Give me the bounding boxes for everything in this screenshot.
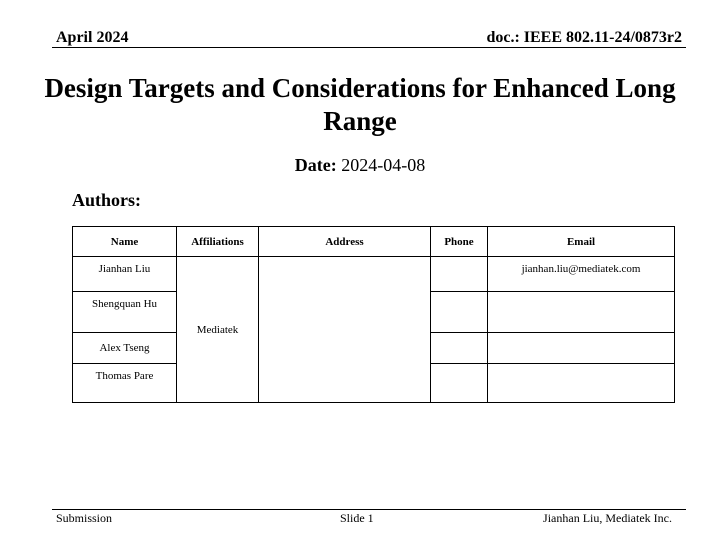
table-row [73, 257, 675, 292]
footer-submission: Submission [56, 511, 113, 525]
header-date: April 2024 [56, 29, 129, 46]
author-email: jianhan.liu@mediatek.com [488, 257, 675, 292]
header-divider [52, 47, 686, 48]
author-name: Shengquan Hu [73, 292, 177, 333]
author-phone [431, 257, 488, 292]
author-phone [431, 333, 488, 364]
header-doc-id: doc.: IEEE 802.11-24/0873r2 [486, 29, 682, 46]
author-phone [431, 364, 488, 403]
col-header-address: Address [259, 227, 431, 257]
footer-author: Jianhan Liu, Mediatek Inc. [543, 511, 672, 525]
author-email [488, 333, 675, 364]
col-header-affiliations: Affiliations [177, 227, 259, 257]
table-header-row [73, 227, 675, 257]
author-phone [431, 292, 488, 333]
footer-divider [52, 509, 686, 510]
authors-table [72, 226, 675, 403]
date-value: 2024-04-08 [341, 155, 426, 175]
col-header-email: Email [488, 227, 675, 257]
author-affiliation: Mediatek [177, 257, 259, 403]
col-header-phone: Phone [431, 227, 488, 257]
author-name: Alex Tseng [73, 333, 177, 364]
author-name: Jianhan Liu [73, 257, 177, 292]
slide-title: Design Targets and Considerations for Enhanced Long Range [44, 73, 676, 136]
author-email [488, 364, 675, 403]
author-name: Thomas Pare [73, 364, 177, 403]
authors-heading: Authors: [72, 190, 142, 210]
date-label: Date: [294, 155, 337, 175]
date-line [0, 155, 720, 176]
author-address [259, 257, 431, 403]
author-email [488, 292, 675, 333]
col-header-name: Name [73, 227, 177, 257]
footer-slide-number: Slide 1 [340, 511, 374, 525]
